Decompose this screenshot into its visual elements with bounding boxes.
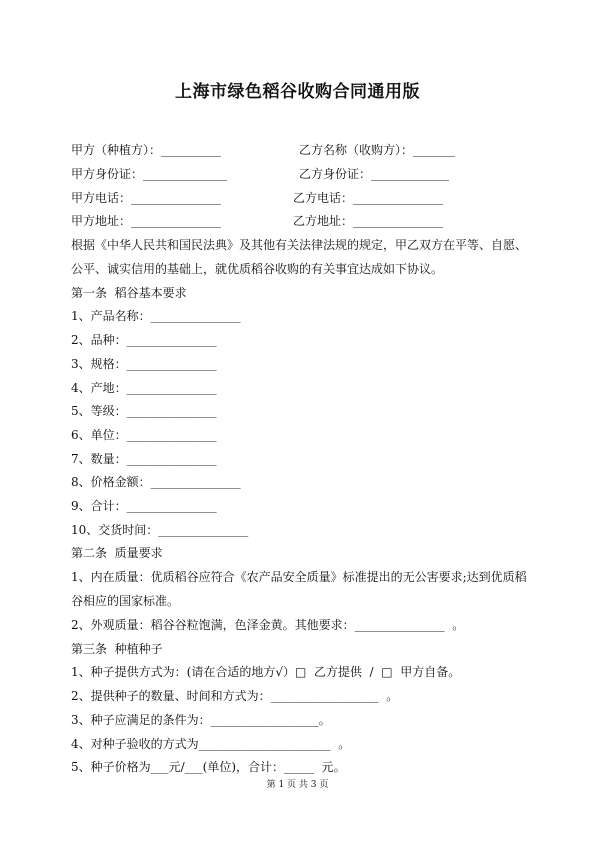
article3-item: 5、种子价格为___元/___(单位)，合计：_____ 元。 — [71, 760, 346, 774]
article1-item: 2、品种：_______________ — [71, 333, 217, 347]
article3-item: 3、种子应满足的条件为：__________________。 — [71, 713, 331, 727]
article1-item: 10、交货时间：_______________ — [71, 523, 249, 537]
article3-heading: 第三条 种植种子 — [71, 642, 163, 656]
page-footer: 第 1 页 共 3 页 — [266, 780, 329, 790]
party-b-phone: 乙方电话：_______________ — [293, 191, 444, 205]
party-a-phone: 甲方电话：_______________ — [71, 191, 222, 205]
party-a-id: 甲方身份证：______________ — [71, 167, 228, 181]
article2-heading: 第二条 质量要求 — [71, 546, 163, 560]
party-b-address: 乙方地址：_______________ — [293, 214, 444, 228]
article1-item: 5、等级：_______________ — [71, 404, 217, 418]
article1-item: 9、合计：_______________ — [71, 499, 217, 513]
article1-item: 4、产地：_______________ — [71, 381, 217, 395]
article1-item: 8、价格金额：_______________ — [71, 475, 241, 489]
article1-item: 1、产品名称：_______________ — [71, 309, 241, 323]
article2-item1-line1: 1、内在质量：优质稻谷应符合《农产品安全质量》标准提出的无公害要求;达到优质稻 — [71, 570, 527, 584]
article2-item1-line2: 谷相应的国家标准。 — [71, 594, 180, 608]
article1-item: 6、单位：_______________ — [71, 428, 217, 442]
article3-item: 2、提供种子的数量、时间和方式为：__________________ 。 — [71, 689, 399, 703]
article1-item: 7、数量：_______________ — [71, 452, 217, 466]
party-a-address: 甲方地址：_______________ — [71, 214, 222, 228]
article1-heading: 第一条 稻谷基本要求 — [71, 286, 187, 300]
article3-item: 1、种子提供方式为：(请在合适的地方√）□ 乙方提供 / □ 甲方自备。 — [71, 665, 461, 679]
preamble-line-2: 公平、诚实信用的基础上，就优质稻谷收购的有关事宜达成如下协议。 — [71, 262, 444, 276]
party-a-name: 甲方（种植方）：__________ — [71, 143, 222, 157]
party-b-id: 乙方身份证：_____________ — [299, 167, 450, 181]
article3-item: 4、对种子验收的方式为______________________ 。 — [71, 737, 351, 751]
party-b-name: 乙方名称（收购方）：_______ — [299, 143, 456, 157]
article2-item2: 2、外观质量：稻谷谷粒饱满，色泽金黄。其他要求：_______________ 。 — [71, 618, 465, 632]
preamble-line-1: 根据《中华人民共和国民法典》及其他有关法律法规的规定，甲乙双方在平等、自愿、 — [71, 238, 528, 252]
article1-item: 3、规格：_______________ — [71, 357, 217, 371]
document-title: 上海市绿色稻谷收购合同通用版 — [175, 82, 420, 102]
